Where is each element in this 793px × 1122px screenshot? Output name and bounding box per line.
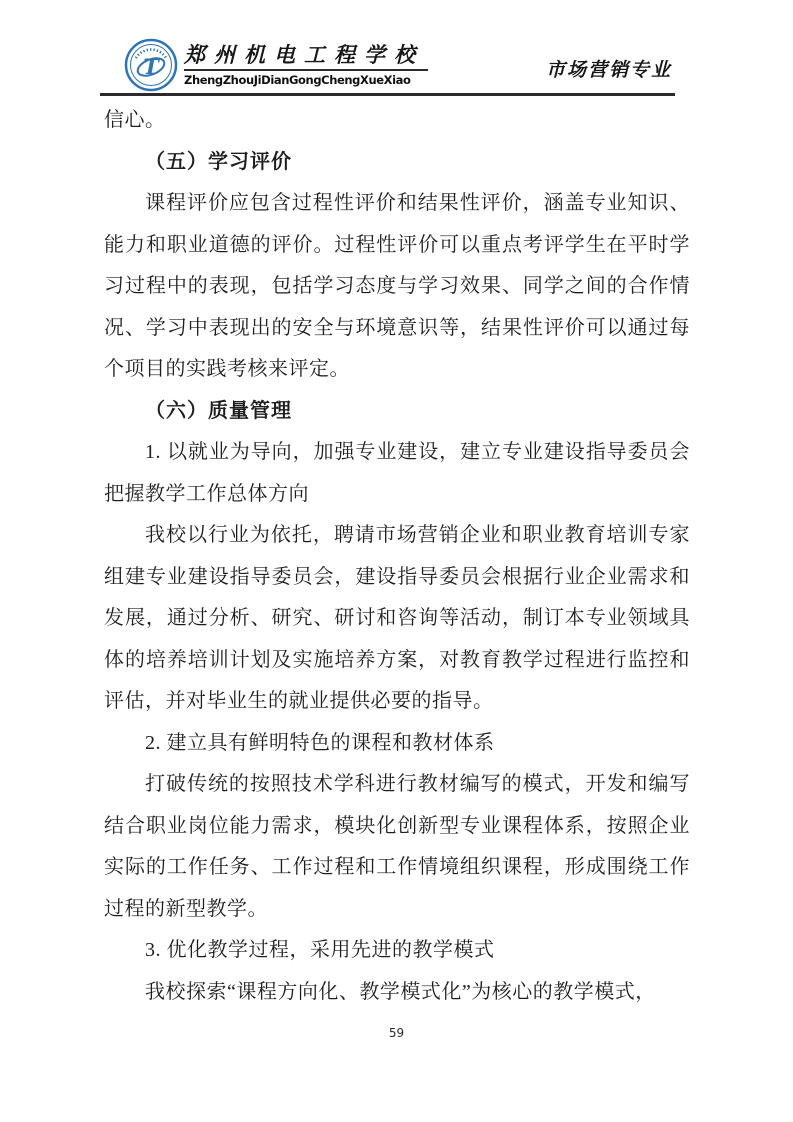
paragraph — [104, 764, 690, 930]
section-heading — [104, 391, 690, 433]
text-line: 评估，并对毕业生的就业提供必要的指导。 — [104, 690, 494, 712]
text-line: 1. 以就业为导向，加强专业建设，建立专业建设指导委员会 — [145, 441, 690, 463]
svg-text:T: T — [143, 54, 159, 79]
school-emblem-svg — [123, 36, 179, 94]
paragraph — [104, 432, 690, 515]
paragraph — [104, 515, 690, 723]
text-line: 组建专业建设指导委员会，建设指导委员会根据行业企业需求和 — [104, 565, 690, 588]
school-name: 郑州机电工程学校 — [184, 43, 424, 67]
text-line: 3. 优化教学过程，采用先进的教学模式 — [145, 939, 495, 961]
text-line: 打破传统的按照技术学科进行教材编写的模式，开发和编写 — [145, 773, 690, 795]
document-body — [104, 100, 690, 1013]
text-line: 体的培养培训计划及实施培养方案，对教育教学过程进行监控和 — [104, 648, 690, 671]
school-name-underline — [184, 69, 428, 71]
school-emblem-icon — [123, 36, 179, 94]
text-line: 把握教学工作总体方向 — [104, 482, 309, 505]
page-footer — [0, 1024, 793, 1042]
text-line: 个项目的实践考核来评定。 — [104, 358, 350, 380]
paragraph — [104, 100, 690, 142]
program-label: 市场营销专业 — [546, 60, 673, 81]
text-line: 发展，通过分析、研究、研讨和咨询等活动，制订本专业领域具 — [104, 607, 690, 629]
section-heading — [104, 142, 690, 184]
text-line: 我校探索“课程方向化、教学模式化”为核心的教学模式， — [145, 980, 656, 1003]
paragraph — [104, 930, 690, 972]
text-line: 习过程中的表现，包括学习态度与学习效果、同学之间的合作情 — [104, 275, 690, 297]
text-line: 况、学习中表现出的安全与环境意识等，结果性评价可以通过每 — [104, 316, 690, 339]
text-line: 结合职业岗位能力需求，模块化创新型专业课程体系，按照企业 — [104, 814, 690, 837]
paragraph — [104, 972, 690, 1014]
paragraph — [104, 183, 690, 391]
school-name-block — [184, 42, 432, 87]
header-rule — [100, 93, 675, 96]
text-line: 能力和职业道德的评价。过程性评价可以重点考评学生在平时学 — [104, 233, 690, 256]
text-line: （五）学习评价 — [145, 150, 292, 173]
text-line: 2. 建立具有鲜明特色的课程和教材体系 — [145, 731, 495, 754]
school-pinyin: ZhengZhouJiDianGongChengXueXiao — [184, 72, 411, 87]
text-line: 信心。 — [104, 109, 166, 131]
page-number: 59 — [388, 1026, 405, 1040]
text-line: （六）质量管理 — [145, 399, 292, 422]
paragraph — [104, 723, 690, 765]
text-line: 实际的工作任务、工作过程和工作情境组织课程，形成围绕工作 — [104, 856, 690, 878]
text-line: 课程评价应包含过程性评价和结果性评价，涵盖专业知识、 — [145, 192, 690, 214]
text-line: 我校以行业为依托，聘请市场营销企业和职业教育培训专家 — [145, 524, 690, 546]
text-line: 过程的新型教学。 — [104, 897, 268, 920]
